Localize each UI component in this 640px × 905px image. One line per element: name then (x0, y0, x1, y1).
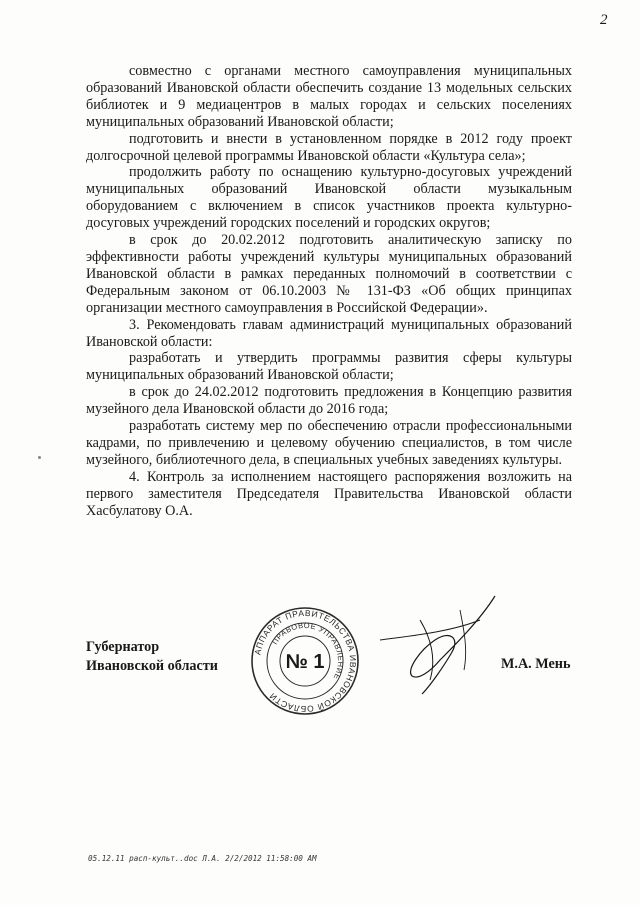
official-stamp (250, 606, 360, 716)
stamp-outer-text: АППАРАТ ПРАВИТЕЛЬСТВА ИВАНОВСКОЙ ОБЛАСТИ (252, 607, 359, 715)
paragraph: подготовить и внести в установленном порядке в 2012 году проект долгосрочной целевой программы Ивановской области «Культура села»; (86, 130, 572, 164)
stamp-inner-text: ПРАВОВОЕ УПРАВЛЕНИЕ (270, 620, 346, 682)
paragraph: в срок до 20.02.2012 подготовить аналитическую записку по эффективности работы учреждений культуры муниципальных образований Ивановской области в рамках переданных полномочий в соответствии с Федеральным законом от 06.10.2003 № 131-ФЗ «Об общих принципах организации местного самоуправления в Российской Федерации». (86, 232, 572, 316)
signatory-position (86, 638, 218, 676)
file-footer: 05.12.11 расп-культ..doc Л.А. 2/2/2012 11:58:00 AM (88, 854, 317, 863)
paragraph: продолжить работу по оснащению культурно-досуговых учреждений муниципальных образований Ивановской области музыкальным оборудованием с включением в список участников проекта культурно-досуговых учреждений городских поселений и городских округов; (86, 164, 572, 232)
position-line: Ивановской области (86, 658, 218, 674)
paragraph: разработать и утвердить программы развития сферы культуры муниципальных образований Ивановской области; (86, 350, 572, 384)
page-number: 2 (600, 12, 608, 28)
scan-speck (38, 456, 41, 459)
document-body (86, 63, 572, 519)
paragraph: в срок до 24.02.2012 подготовить предложения в Концепцию развития музейного дела Ивановской области до 2016 года; (86, 384, 572, 418)
signatory-name: М.А. Мень (501, 656, 571, 672)
position-line: Губернатор (86, 639, 160, 655)
paragraph: совместно с органами местного самоуправления муниципальных образований Ивановской области обеспечить создание 13 модельных сельских библиотек и 9 медиацентров в малых городах и сельских поселениях муниципальных образований Ивановской области; (86, 63, 572, 130)
paragraph: разработать систему мер по обеспечению отрасли профессиональными кадрами, по привлечению и целевому обучению специалистов, в том числе музейного, библиотечного дела, в специальных учебных заведениях культуры. (86, 418, 572, 468)
stamp-number: № 1 (285, 651, 325, 673)
handwritten-signature (360, 590, 510, 700)
paragraph: 3. Рекомендовать главам администраций муниципальных образований Ивановской области: (86, 316, 572, 350)
paragraph: 4. Контроль за исполнением настоящего распоряжения возложить на первого заместителя Председателя Правительства Ивановской области Хасбулатову О.А. (86, 468, 572, 519)
